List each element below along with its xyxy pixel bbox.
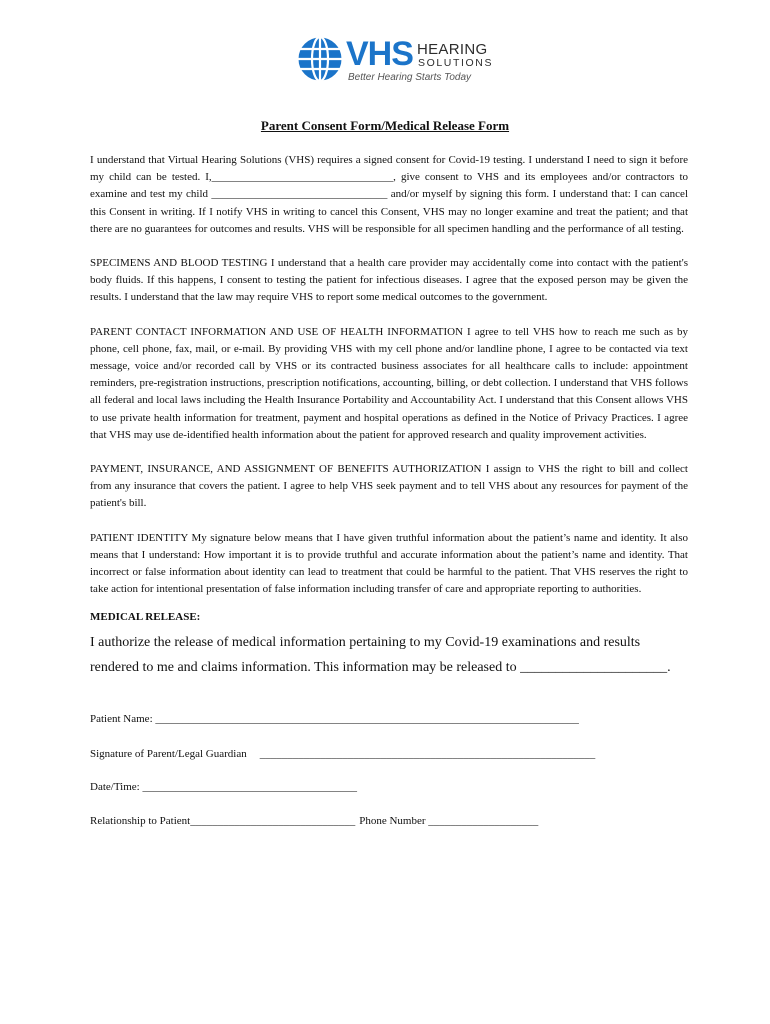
logo-tagline: Better Hearing Starts Today (348, 72, 472, 83)
patient-identity-paragraph: PATIENT IDENTITY My signature below means that I have given truthful information about the patient’s name and identity. It also means that I understand: How important it is to provide truthful and accurate information about the patient’s name and identity. That incorrect or false information about identity can lead to treatment that could be harmful to the patient. That VHS reserves the right to take action for intentional presentation of false information including transfer of care and appropriate reporting to authorities. (90, 531, 688, 596)
date-time-field[interactable]: Date/Time: _______________________________________ (90, 781, 357, 794)
guardian-signature-line[interactable]: _____________________________________________________________ (259, 748, 596, 761)
relationship-field[interactable]: Relationship to Patient______________________________ (90, 815, 356, 828)
logo-hearing-text: HEARING (417, 41, 488, 58)
consent-paragraph: I understand that Virtual Hearing Solutions (VHS) requires a signed consent for Covid-19 testing. I understand I need to sign it before my child can be tested. I,_________________________________, give consent to VHS and its employees and/or contractors to examine and test my child ________________________________ and/or myself by signing this form. I understand that: I can cancel this Consent in writing. If I notify VHS in writing to cancel this Consent, VHS may no longer examine and treat the patient; and that there are no guarantees for outcomes and results. VHS will be responsible for all specimen handling and the performance of all testing. (90, 154, 688, 235)
guardian-signature-label: Signature of Parent/Legal Guardian (90, 748, 247, 761)
form-title: Parent Consent Form/Medical Release Form (260, 118, 510, 133)
logo-brand-text: VHS (346, 35, 413, 73)
globe-logo-icon (296, 35, 344, 83)
payment-paragraph: PAYMENT, INSURANCE, AND ASSIGNMENT OF BENEFITS AUTHORIZATION I assign to VHS the right to bill and collect from any insurance that covers the patient. I agree to help VHS seek payment and to tell VHS about any resources for payment of the patient's bill. (90, 463, 688, 510)
phone-number-field[interactable]: Phone Number ____________________ (359, 815, 539, 828)
guardian-signature-field[interactable] (90, 746, 688, 762)
specimens-paragraph: SPECIMENS AND BLOOD TESTING I understand that a health care provider may accidentally come into contact with the patient's body fluids. If this happens, I consent to testing the patient for infectious diseases. I agree that the exposed person may be given the results. I understand that the law may require VHS to report some medical outcomes to the government. (90, 257, 688, 304)
medical-release-text: I authorize the release of medical information pertaining to my Covid-19 examinations and results rendered to me and claims information. This information may be released to _____________________. (90, 635, 671, 676)
form-body (90, 152, 688, 829)
logo-solutions-text: SOLUTIONS (418, 57, 494, 69)
relationship-phone-row (90, 813, 688, 829)
medical-release-heading: MEDICAL RELEASE: (90, 611, 201, 624)
contact-information-paragraph: PARENT CONTACT INFORMATION AND USE OF HEALTH INFORMATION I agree to tell VHS how to reach me such as by phone, cell phone, fax, mail, or e-mail. By providing VHS with my cell phone and/or landline phone, I agree to be contacted via text message, voice and/or recorded call by VHS or its contracted business associates for all healthcare calls to include: appointment reminders, pre-registration instructions, prescription notifications, accounting, billing, or debt collection. I understand that VHS follows all federal and local laws including the Health Insurance Portability and Accountability Act. I understand that this Consent allows VHS to use private health information for treatment, payment and hospital operations as defined in the Notice of Privacy Practices. I agree that VHS may use de-identified health information about the patient for approved research and quality improvement activities. (90, 325, 688, 441)
patient-name-field[interactable]: Patient Name: _____________________________________________________________________________ (90, 713, 579, 726)
vhs-logo (296, 35, 494, 87)
